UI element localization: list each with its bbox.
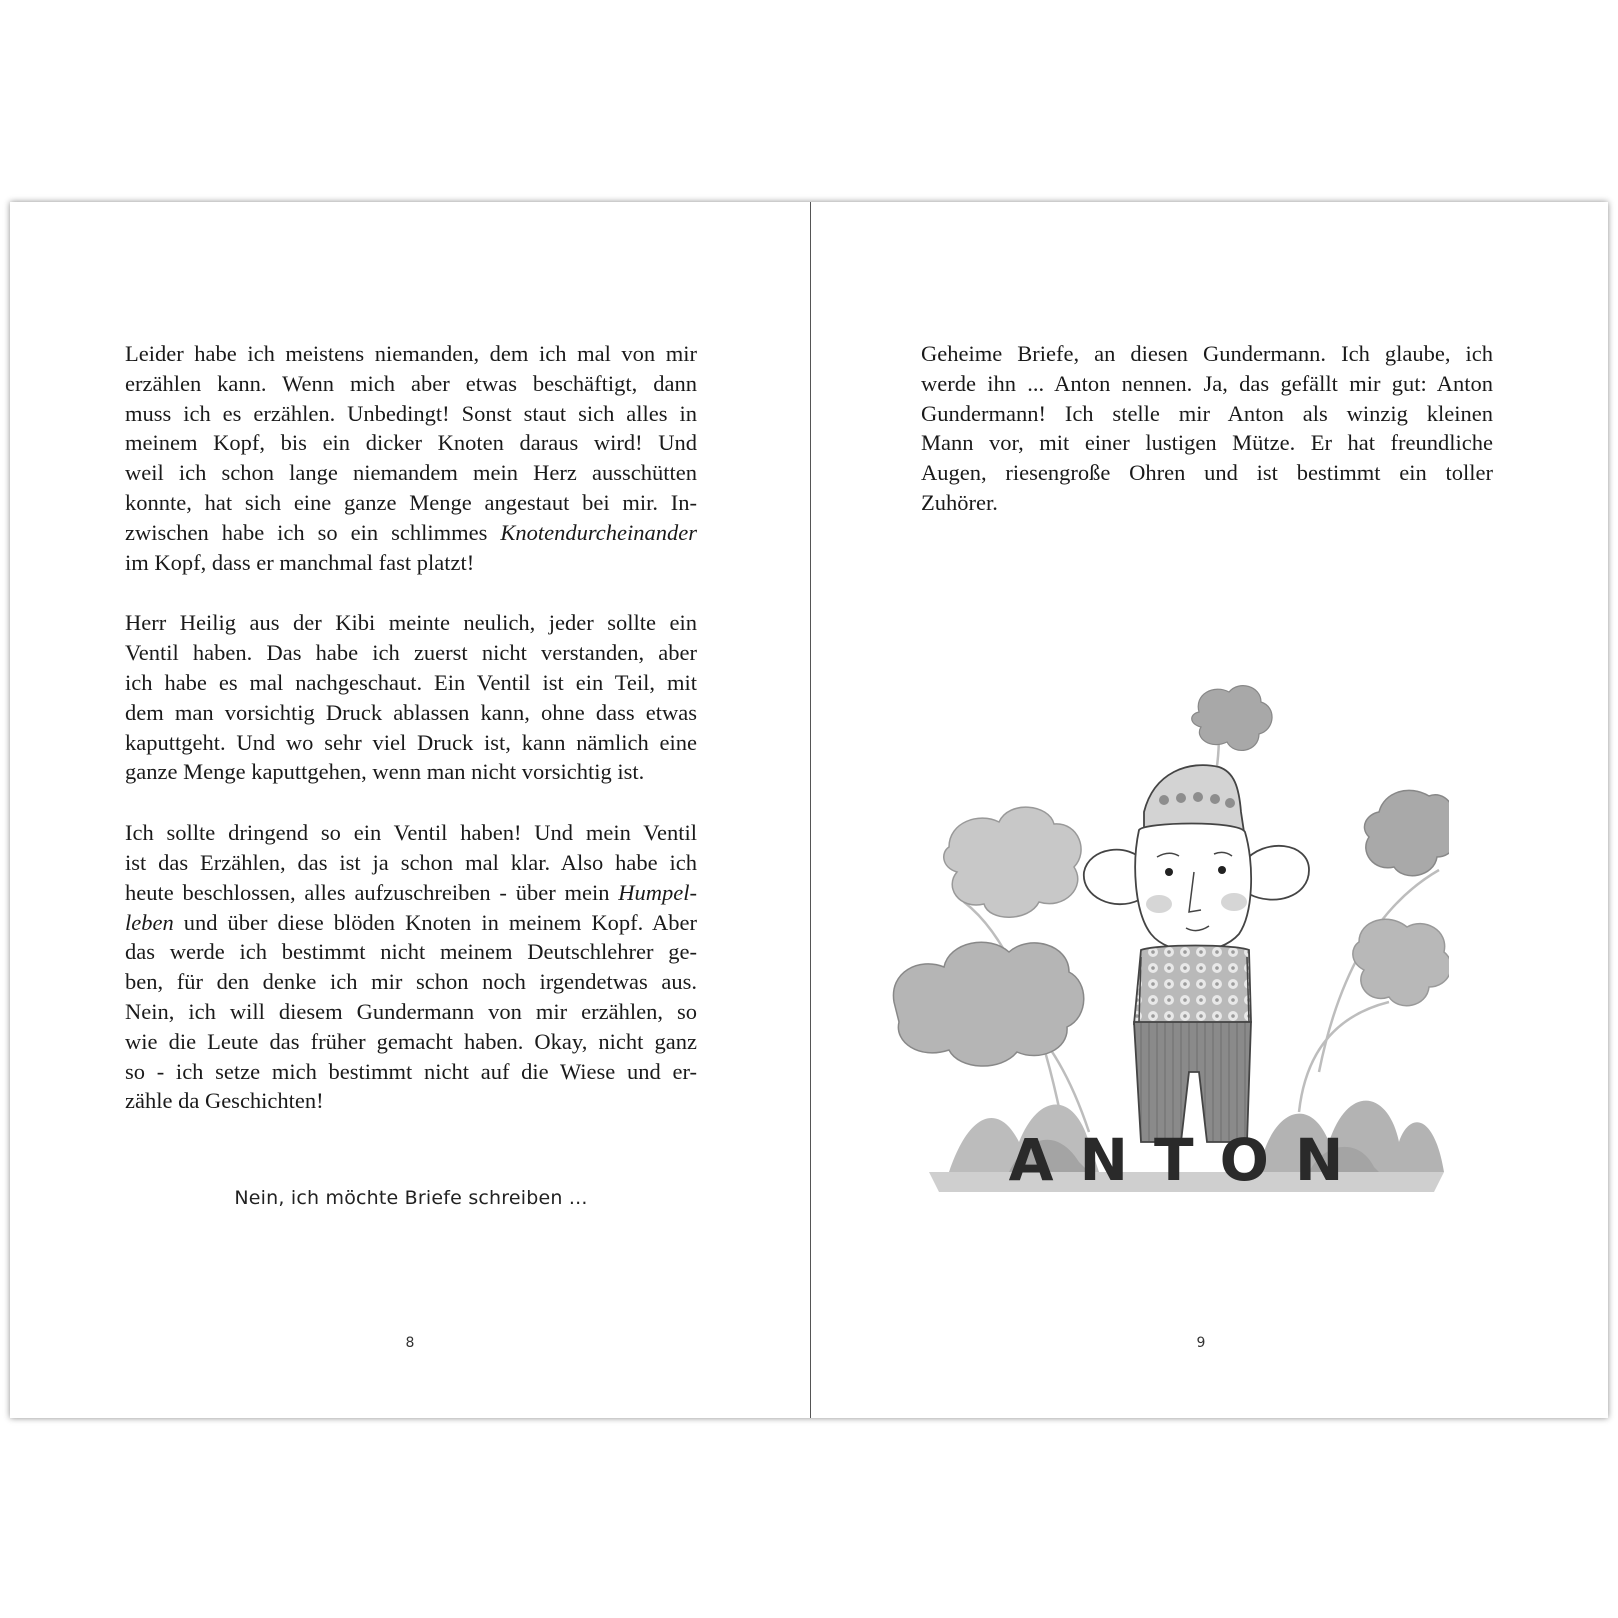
text-line: dem man vorsichtig Druck ablassen kann, ohne dass etwas [125,699,697,725]
text-line: wie die Leute das früher gemacht haben. Okay, nicht ganz [125,1028,697,1054]
text-line [125,908,697,938]
text-line: das werde ich bestimmt nicht meinem Deutschlehrer ge- [125,939,697,965]
book-spread [10,202,1608,1418]
anton-drawing [889,672,1449,1192]
hat [1144,765,1244,832]
face [1135,824,1251,952]
text-line: muss ich es erzählen. Unbedingt! Sonst staut sich alles in [125,400,697,426]
text-line: Augen, riesengroße Ohren und ist bestimmt ein toller [921,460,1493,486]
text-line: weil ich schon lange niemandem mein Herz ausschütten [125,460,697,486]
text-line: meinem Kopf, bis ein dicker Knoten daraus wird! Und [125,430,697,456]
text-line: zähle da Geschichten! [125,1088,324,1114]
anton-illustration [889,672,1449,1192]
page-number: 8 [405,1335,415,1351]
text-line: werde ihn ... Anton nennen. Ja, das gefällt mir gut: Anton [921,370,1493,396]
text-line: Herr Heilig aus der Kibi meinte neulich, jeder sollte ein [125,610,697,636]
illustration-name: ANTON [1008,1126,1370,1192]
right-page-text [921,339,1493,549]
text-line: Mann vor, mit einer lustigen Mütze. Er hat freundliche [921,430,1493,456]
text-line: erzählen kann. Wenn mich aber etwas beschäftigt, dann [125,370,697,396]
text-fragment: heute beschlossen, alles aufzuschreiben - über mein [125,879,619,905]
text-line: Ventil haben. Das habe ich zuerst nicht verstanden, aber [125,640,697,666]
text-fragment: und über diese blöden Knoten in meinem Kopf. Aber [173,909,697,935]
text-line: Zuhörer. [921,489,998,515]
text-line: Geheime Briefe, an diesen Gundermann. Ich glaube, ich [921,341,1493,366]
leaf [1353,919,1449,1005]
text-line: Gundermann! Ich stelle mir Anton als winzig kleinen [921,400,1493,426]
italic-term: leben [125,909,174,935]
text-fragment: zwischen habe ich so ein schlimmes [125,519,501,545]
page-number: 9 [1196,1335,1206,1351]
left-page-text [125,339,697,1147]
paragraph [125,339,697,577]
italic-term: Humpel- [618,879,697,905]
text-line: so - ich setze mich bestimmt nicht auf die Wiese und er- [125,1058,697,1084]
paragraph [921,339,1493,518]
text-line: konnte, hat sich eine ganze Menge angestaut bei mir. In- [125,489,697,515]
right-page [811,202,1608,1418]
italic-term: Knotendurcheinander [500,519,697,545]
text-line [125,518,697,548]
leaf [944,807,1081,917]
text-line [125,878,697,908]
sweater [1134,946,1251,1025]
text-line: ben, für den denke ich mir schon noch irgendetwas aus. [125,969,697,995]
text-line: im Kopf, dass er manchmal fast platzt! [125,549,475,575]
text-line: ich habe es mal nachgeschaut. Ein Ventil ist ein Teil, mit [125,669,697,695]
handwritten-note: Nein, ich möchte Briefe schreiben ... [234,1187,588,1209]
text-line: ist das Erzählen, das ist ja schon mal klar. Also habe ich [125,849,697,875]
hat-pompom [1192,686,1272,751]
text-line: Leider habe ich meistens niemanden, dem ich mal von mir [125,341,697,366]
leaf [893,942,1083,1066]
left-page [10,202,810,1418]
text-line: kaputtgeht. Und wo sehr viel Druck ist, kann nämlich eine [125,729,697,755]
paragraph [125,818,697,1116]
leaf [1364,790,1449,875]
trousers [1134,1022,1251,1142]
text-line: Ich sollte dringend so ein Ventil haben! Und mein Ventil [125,820,697,846]
paragraph [125,608,697,787]
text-line: Nein, ich will diesem Gundermann von mir erzählen, so [125,998,697,1024]
text-line: ganze Menge kaputtgehen, wenn man nicht vorsichtig ist. [125,759,645,785]
